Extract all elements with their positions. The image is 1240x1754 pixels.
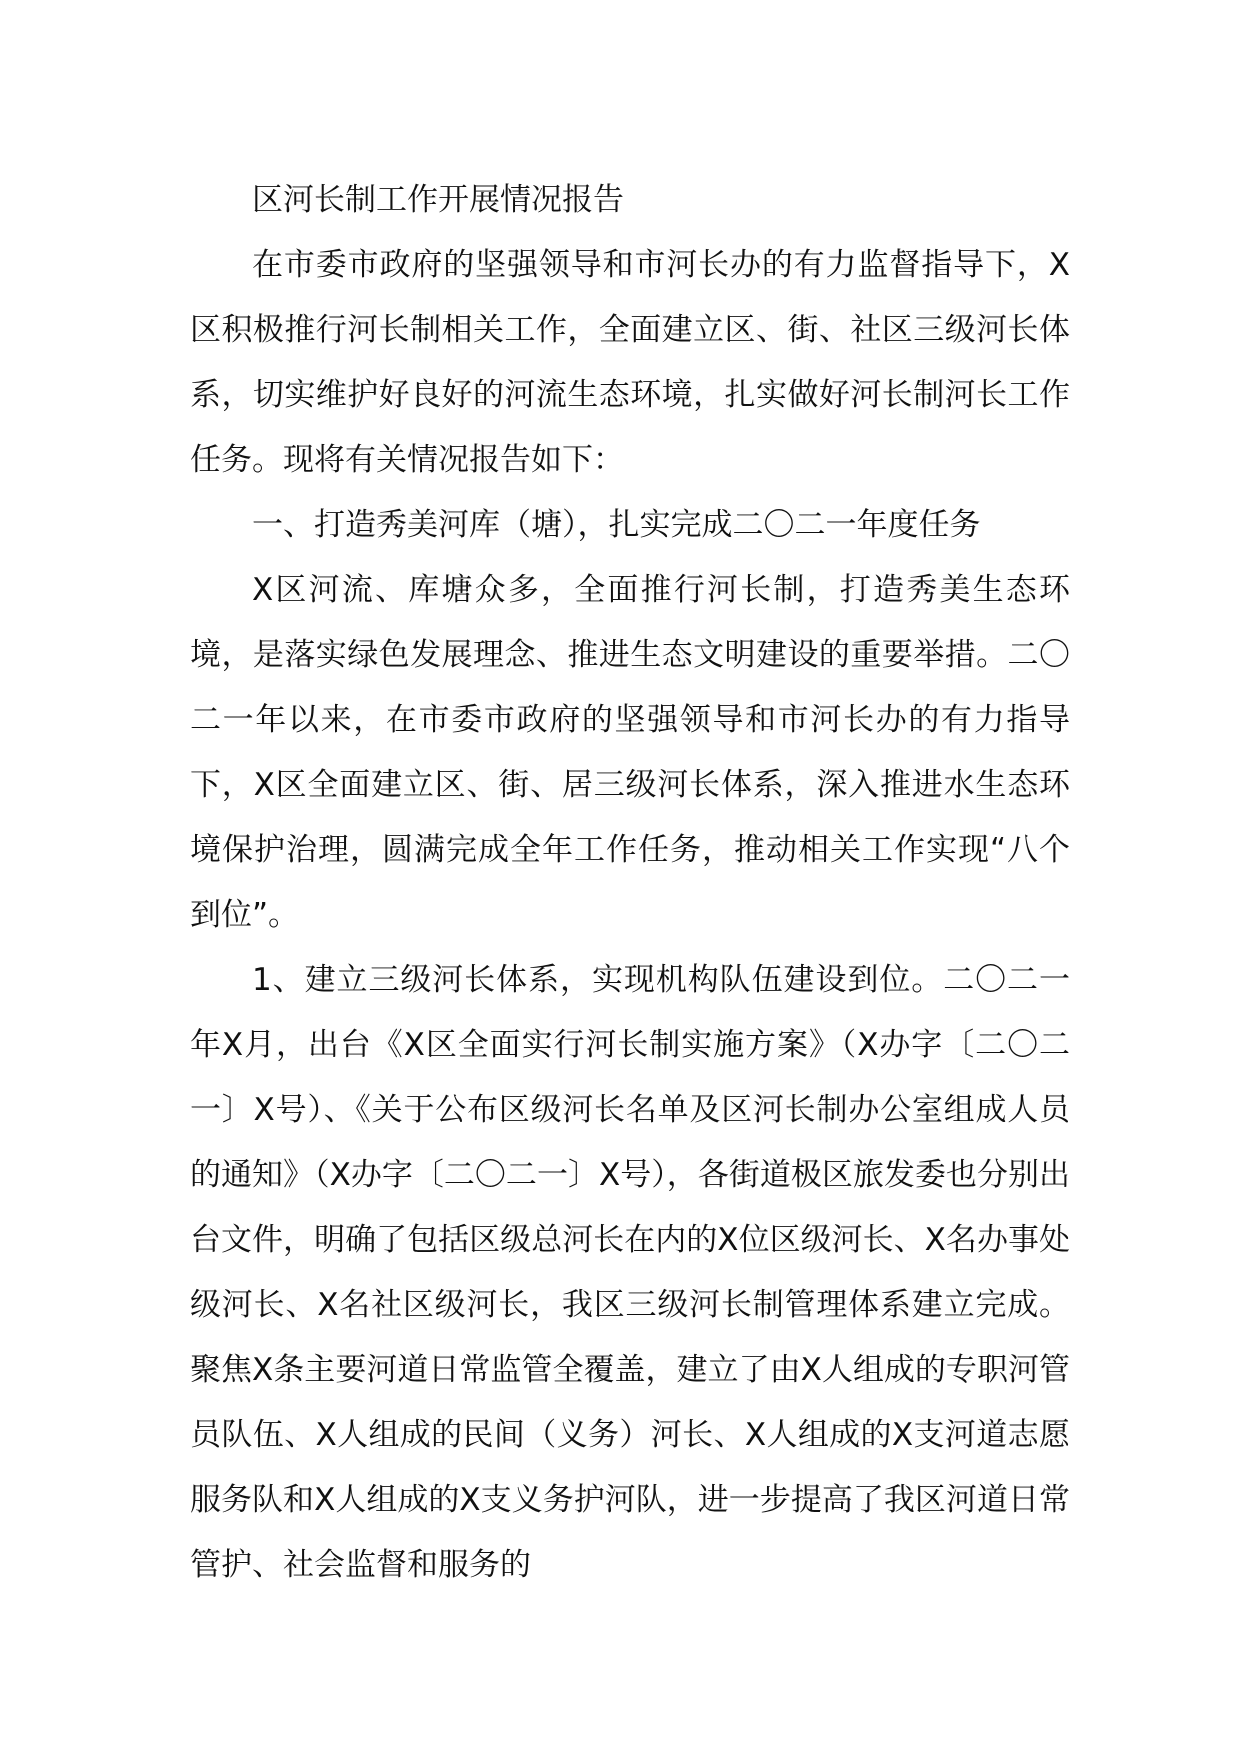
paragraph-section-1: X区河流、库塘众多，全面推行河长制，打造秀美生态环境，是落实绿色发展理念、推进生态文明建设的重要举措。二〇二一年以来，在市委市政府的坚强领导和市河长办的有力指导下，X区全面建立区、街、居三级河长体系，深入推进水生态环境保护治理，圆满完成全年工作任务，推动相关工作实现“八个到位”。	[190, 572, 1070, 933]
paragraph-item-1: 1、建立三级河长体系，实现机构队伍建设到位。二〇二一年X月，出台《X区全面实行河长制实施方案》（X办字〔二〇二一〕X号）、《关于公布区级河长名单及区河长制办公室组成人员的通知》（X办字〔二〇二一〕X号），各街道极区旅发委也分别出台文件，明确了包括区级总河长在内的X位区级河长、X名办事处级河长、X名社区级河长，我区三级河长制管理体系建立完成。聚焦X条主要河道日常监管全覆盖，建立了由X人组成的专职河管员队伍、X人组成的民间（义务）河长、X人组成的X支河道志愿服务队和X人组成的X支义务护河队，进一步提高了我区河道日常管护、社会监督和服务的	[190, 962, 1070, 1583]
document-body	[190, 168, 1070, 1598]
paragraph-intro: 在市委市政府的坚强领导和市河长办的有力监督指导下，X区积极推行河长制相关工作，全面建立区、街、社区三级河长体系，切实维护好良好的河流生态环境，扎实做好河长制河长工作任务。现将有关情况报告如下：	[190, 247, 1070, 478]
section-heading-1: 一、打造秀美河库（塘），扎实完成二〇二一年度任务	[252, 507, 981, 543]
document-title: 区河长制工作开展情况报告	[252, 182, 624, 218]
